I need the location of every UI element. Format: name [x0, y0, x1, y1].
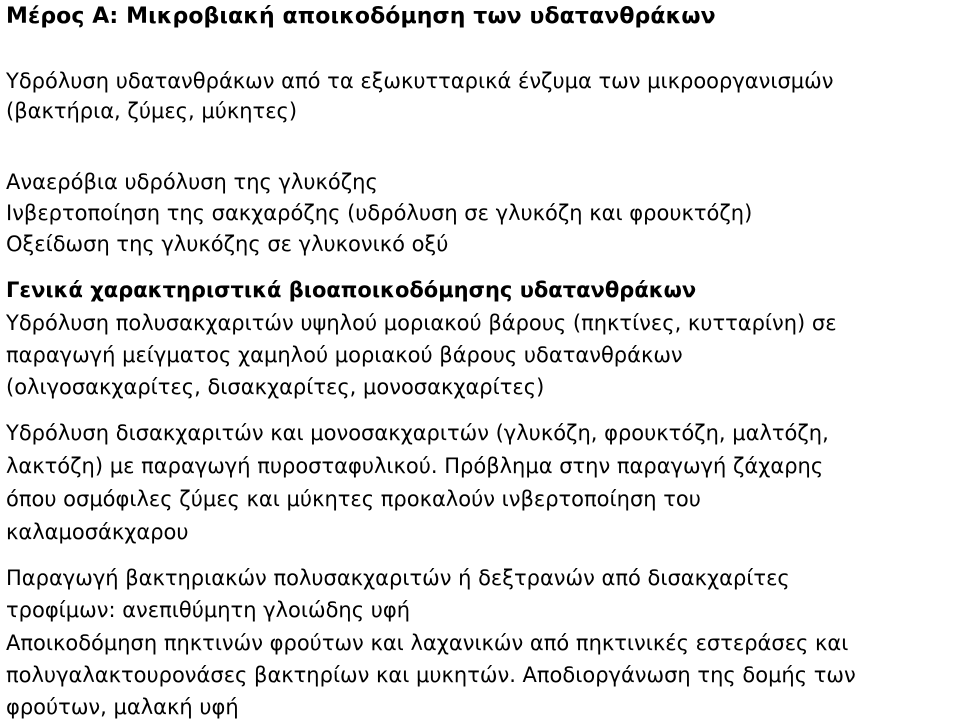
- section2-line-3: Οξείδωση της γλυκόζης σε γλυκονικό οξύ: [6, 232, 449, 256]
- section3-p2-line-1: Υδρόλυση δισακχαριτών και μονοσακχαριτών (γλυκόζη, φρουκτόζη, μαλτόζη,: [6, 421, 829, 445]
- section3-p3-line-3: Αποικοδόμηση πηκτινών φρούτων και λαχανικών από πηκτινικές εστεράσες και: [6, 631, 849, 655]
- section3-p2-line-2: λακτόζη) με παραγωγή πυροσταφυλικού. Πρόβλημα στην παραγωγή ζάχαρης: [6, 454, 824, 478]
- section3-p2-line-4: καλαμοσάκχαρου: [6, 520, 189, 544]
- section1-line-1: Υδρόλυση υδατανθράκων από τα εξωκυτταρικά ένζυμα των μικροοργανισμών: [6, 69, 834, 93]
- section3-p3-line-2: τροφίμων: ανεπιθύμητη γλοιώδης υφή: [6, 598, 411, 622]
- section3-p3-line-1: Παραγωγή βακτηριακών πολυσακχαριτών ή δεξτρανών από δισακχαρίτες: [6, 566, 790, 590]
- section3-p1-line-2: παραγωγή μείγματος χαμηλού μοριακού βάρους υδατανθράκων: [6, 343, 683, 367]
- section2-line-2: Ινβερτοποίηση της σακχαρόζης (υδρόλυση σε γλυκόζη και φρουκτόζη): [6, 201, 753, 225]
- section3-p1-line-1: Υδρόλυση πολυσακχαριτών υψηλού μοριακού βάρους (πηκτίνες, κυτταρίνη) σε: [6, 311, 837, 335]
- section3-heading: Γενικά χαρακτηριστικά βιοαποικοδόμησης υδατανθράκων: [6, 278, 697, 302]
- section3-p3-line-4: πολυγαλακτουρονάσες βακτηρίων και μυκητών. Αποδιοργάνωση της δομής των: [6, 663, 856, 687]
- section3-p2-line-3: όπου οσμόφιλες ζύμες και μύκητες προκαλούν ινβερτοποίηση του: [6, 487, 701, 511]
- section2-line-1: Αναερόβια υδρόλυση της γλυκόζης: [6, 170, 378, 194]
- section3-p3-line-5: φρούτων, μαλακή υφή: [6, 695, 239, 719]
- section1-line-2: (βακτήρια, ζύμες, μύκητες): [6, 99, 298, 123]
- section3-p1-line-3: (ολιγοσακχαρίτες, δισακχαρίτες, μονοσακχαρίτες): [6, 375, 545, 399]
- page-title: Μέρος Α: Μικροβιακή αποικοδόμηση των υδατανθράκων: [6, 4, 716, 29]
